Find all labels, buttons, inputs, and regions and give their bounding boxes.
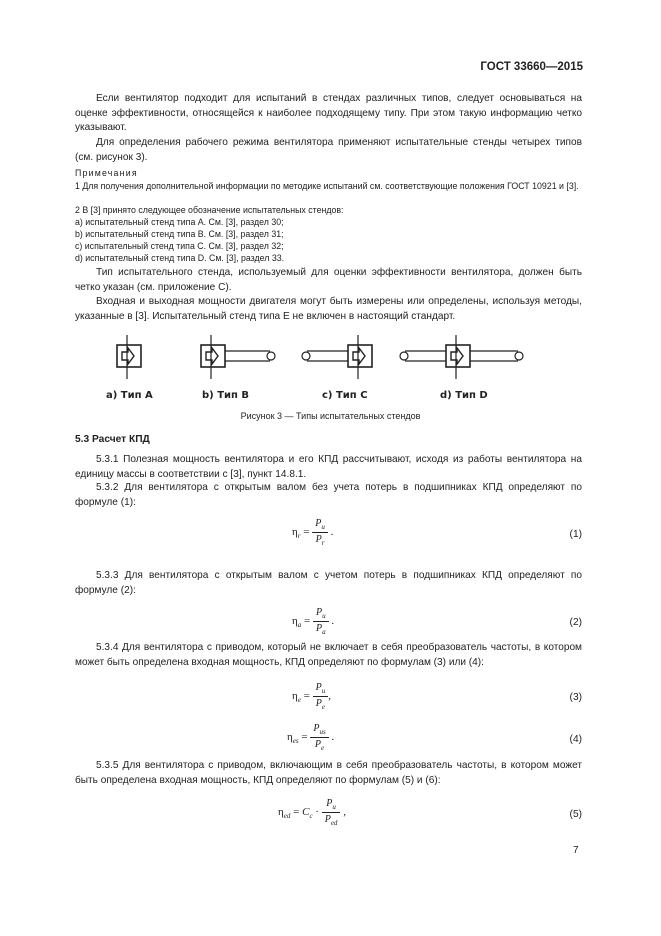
rig-type-a-diagram	[117, 335, 141, 379]
formula-1-number: (1)	[569, 529, 582, 540]
rig-type-c-diagram	[302, 335, 372, 379]
rig-type-d-diagram	[400, 335, 523, 379]
note-2-d: d) испытательный стенд типа D. См. [3], раздел 33.	[75, 253, 285, 263]
rig-type-b-diagram	[201, 335, 275, 379]
notes-title: Примечания	[75, 168, 138, 178]
clause-5-3-1: 5.3.1 Полезная мощность вентилятора и его КПД рассчитывают, исходя из работы вентилятора на единицу массы в соответствии с [3], пункт 14.8.1.	[75, 454, 582, 480]
paragraph-1: Если вентилятор подходит для испытаний в стендах различных типов, следует основываться на оценке эффективности, относящейся к наиболее подходящему типу. При этом такую информацию четко указывают.	[75, 93, 582, 134]
note-2-a: a) испытательный стенд типа А. См. [3], раздел 30;	[75, 217, 284, 227]
formula-2-number: (2)	[569, 617, 582, 628]
figure-label-a: а) Тип А	[106, 390, 153, 401]
clause-5-3-5: 5.3.5 Для вентилятора с приводом, включающим в себя преобразователь частоты, в котором может быть определена входная мощность, КПД определяют по формулам (5) и (6):	[75, 760, 582, 786]
section-title: 5.3 Расчет КПД	[75, 434, 150, 445]
note-2-b: b) испытательный стенд типа В. См. [3], раздел 31;	[75, 229, 284, 239]
clause-5-3-4: 5.3.4 Для вентилятора с приводом, который не включает в себя преобразователь частоты, в котором может быть определена входная мощность, КПД определяют по формулам (3) или (4):	[75, 642, 582, 668]
note-1: 1 Для получения дополнительной информации по методике испытаний см. соответствующие положения ГОСТ 10921 и [3].	[75, 181, 579, 191]
clause-5-3-3: 5.3.3 Для вентилятора с открытым валом с учетом потерь в подшипниках КПД определяют по формуле (2):	[75, 570, 582, 596]
formula-3: $\eta_e$ = $\frac{P_u}{P_e}$ ,	[292, 682, 331, 711]
clause-5-3-2: 5.3.2 Для вентилятора с открытым валом без учета потерь в подшипниках КПД определяют по формуле (1):	[75, 482, 582, 508]
test-rig-figure	[95, 333, 535, 383]
formula-5: $\eta_{ed} = C_c$ · $\frac{P_u}{P_{ed}}$ ,	[278, 798, 346, 827]
paragraph-3: Тип испытательного стенда, используемый для оценки эффективности вентилятора, должен быть четко указан (см. приложение С).	[75, 267, 582, 293]
figure-label-d: d) Тип D	[440, 390, 488, 401]
figure-label-c: c) Тип С	[322, 390, 368, 401]
formula-4: $\eta_{es}$ = $\frac{P_{us}}{P_e}$ .	[287, 723, 335, 752]
document-header: ГОСТ 33660—2015	[480, 61, 583, 73]
formula-1: $\eta_r$ = $\frac{P_u}{P_r}$ .	[292, 518, 334, 547]
note-2: 2 В [3] принято следующее обозначение испытательных стендов:	[75, 205, 344, 215]
formula-3-number: (3)	[569, 692, 582, 703]
paragraph-4: Входная и выходная мощности двигателя могут быть измерены или определены, используя методы, указанные в [3]. Испытательный стенд типа Е не включен в настоящий стандарт.	[75, 296, 582, 322]
formula-4-number: (4)	[569, 734, 582, 745]
formula-2: $\eta_a$ = $\frac{P_u}{P_a}$ .	[292, 607, 335, 636]
page-number: 7	[573, 845, 579, 856]
paragraph-2: Для определения рабочего режима вентилятора применяют испытательные стенды четырех типов (см. рисунок 3).	[75, 137, 582, 163]
figure-caption: Рисунок 3 — Типы испытательных стендов	[240, 411, 421, 421]
figure-label-b: b) Тип В	[202, 390, 250, 401]
formula-5-number: (5)	[569, 809, 582, 820]
note-2-c: c) испытательный стенд типа С. См. [3], раздел 32;	[75, 241, 284, 251]
